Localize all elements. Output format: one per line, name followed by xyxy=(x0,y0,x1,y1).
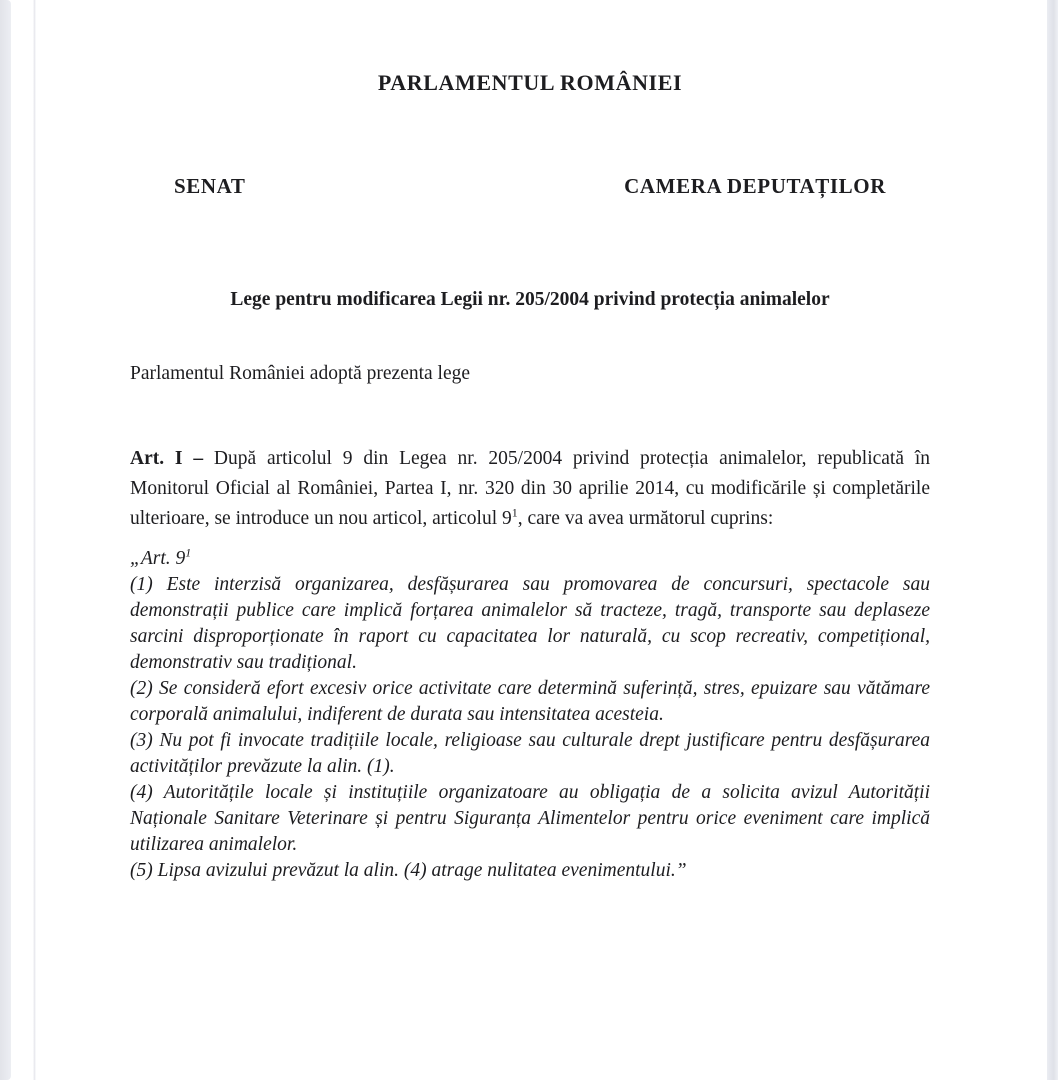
quoted-paragraph-1: (1) Este interzisă organizarea, desfășurarea sau promovarea de concursuri, spectacole sau demonstrații publice care implică forțarea animalelor să tracteze, tragă, transporte sau deplaseze sarcini disproporționate în raport cu capacitatea lor naturală, cu scop recreativ, competițional, demonstrativ sau tradițional. xyxy=(130,574,930,673)
quoted-paragraph-5: (5) Lipsa avizului prevăzut la alin. (4) atrage nulitatea evenimentului.” xyxy=(130,860,687,881)
quoted-paragraph-2: (2) Se consideră efort excesiv orice activitate care determină suferință, stres, epuizare sau vătămare corporală animalului, indiferent de durata sau intensitatea acesteia. xyxy=(130,678,930,725)
parliament-header-title: PARLAMENTUL ROMÂNIEI xyxy=(377,70,683,95)
article-number-superscript: 1 xyxy=(511,505,518,520)
quoted-article-block xyxy=(130,546,930,884)
page-fold-line xyxy=(33,0,36,1080)
article-1-text-after-sup: , care va avea următorul cuprins: xyxy=(517,508,774,529)
photo-edge-right xyxy=(1047,0,1058,1080)
quoted-article-heading-text: „Art. 9 xyxy=(130,548,186,569)
quoted-paragraph-3: (3) Nu pot fi invocate tradițiile locale, religioase sau culturale drept justificare pentru desfășurarea activităților prevăzute la alin. (1). xyxy=(130,730,930,777)
article-1-text-before-sup: După articolul 9 din Legea nr. 205/2004 privind protecția animalelor, republicată în Monitorul Oficial al României, Partea I, nr. 320 din 30 aprilie 2014, cu modificările și completările ulterioare, se introduce un nou articol, articolul 9 xyxy=(130,448,930,529)
chamber-senate: SENAT xyxy=(174,174,246,198)
article-1-label: Art. I – xyxy=(130,448,204,469)
article-1-intro-paragraph xyxy=(130,444,930,534)
quoted-paragraph-4: (4) Autoritățile locale și instituțiile organizatoare au obligația de a solicita avizul Autorității Naționale Sanitare Veterinare și pentru Siguranța Alimentelor pentru orice eveniment care implică utilizarea animalelor. xyxy=(130,782,930,855)
document-content xyxy=(130,0,930,884)
photo-edge-left xyxy=(0,0,11,1080)
law-title: Lege pentru modificarea Legii nr. 205/2004 privind protecția animalelor xyxy=(230,289,830,310)
quoted-article-heading-superscript: 1 xyxy=(185,545,192,560)
chambers-row xyxy=(130,174,930,198)
chamber-deputies: CAMERA DEPUTAȚILOR xyxy=(624,174,886,198)
adoption-line: Parlamentul României adoptă prezenta lege xyxy=(130,363,471,384)
quoted-article-heading xyxy=(130,546,930,572)
